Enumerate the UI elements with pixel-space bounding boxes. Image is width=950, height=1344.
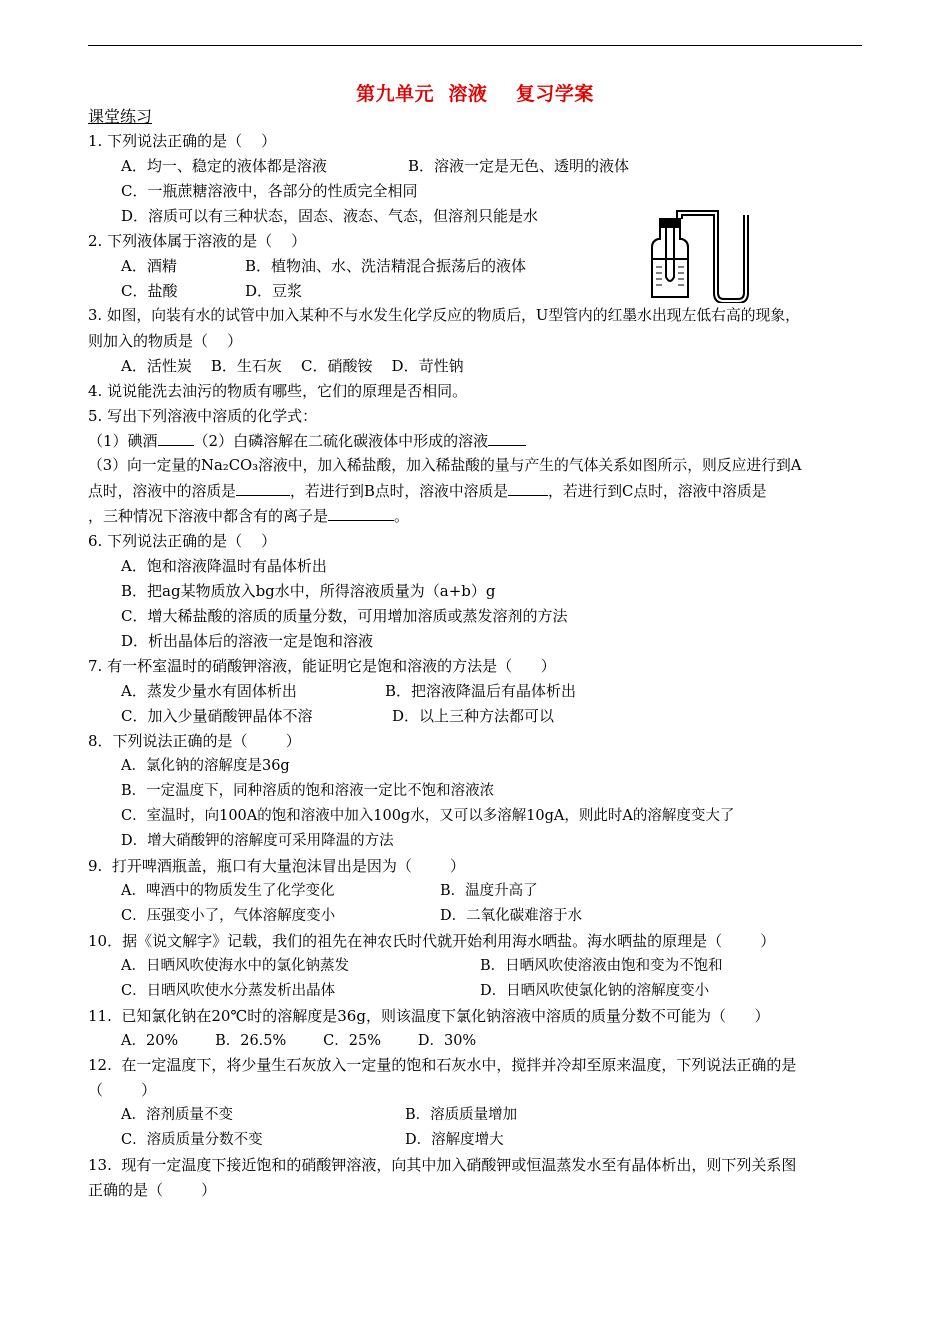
question-12-option-a: A．溶剂质量不变	[121, 1107, 233, 1123]
question-12-stem-line-1: 12. 在一定温度下，将少量生石灰放入一定量的饱和石灰水中，搅拌并冷却至原来温度，下列说法正确的是	[88, 1056, 797, 1074]
question-1-option-a: A．均一、稳定的液体都是溶液	[121, 157, 327, 175]
question-11-stem: 11. 已知氯化钠在20℃时的溶解度是36g，则该温度下氯化钠溶液中溶质的质量分数不可能为（ ）	[88, 1007, 770, 1025]
question-5-part-3-line-2	[88, 481, 767, 502]
question-10-stem: 10．据《说文解字》记载，我们的祖先在神农氏时代就开始利用海水晒盐。海水晒盐的原理是（ ）	[88, 932, 776, 950]
section-heading: 课堂练习	[88, 107, 153, 126]
question-5-text: ，若进行到C点时，溶液中溶质是	[548, 483, 767, 500]
question-8-option-b: B．一定温度下，同种溶质的饱和溶液一定比不饱和溶液浓	[121, 783, 495, 799]
page-title: 第九单元 溶液 复习学案	[356, 83, 594, 105]
question-5-text: 点时，溶液中的溶质是	[88, 483, 236, 500]
question-6-option-a: A．饱和溶液降温时有晶体析出	[121, 557, 327, 575]
question-3-stem-line-2: 则加入的物质是（ ）	[88, 332, 243, 350]
question-13-stem-line-1: 13. 现有一定温度下接近饱和的硝酸钾溶液，向其中加入硝酸钾或恒温蒸发水至有晶体析出，则下列关系图	[88, 1156, 797, 1174]
question-5-part-3-text: （3）向一定量的	[88, 457, 201, 474]
question-5-part-3-text: 溶液中，加入稀盐酸，加入稀盐酸的量与产生的气体关系如图所示，则反应进行到A	[258, 457, 802, 474]
question-5-part-1: （1）碘酒	[88, 432, 158, 450]
question-6-option-c: C．增大稀盐酸的溶质的质量分数，可用增加溶质或蒸发溶剂的方法	[121, 607, 568, 625]
question-5-part-3-line-3	[88, 506, 409, 526]
question-5-text: 。	[394, 507, 410, 525]
question-2-stem: 2. 下列液体属于溶液的是（ ）	[88, 232, 307, 250]
answer-blank	[236, 481, 290, 496]
question-1-option-d: D．溶质可以有三种状态，固态、液态、气态，但溶剂只能是水	[121, 207, 539, 225]
question-2-option-d: D．豆浆	[245, 282, 303, 300]
question-12-option-b: B．溶质质量增加	[405, 1107, 518, 1123]
question-5-stem: 5. 写出下列溶液中溶质的化学式：	[88, 407, 318, 425]
question-6-option-b: B．把ag某物质放入bg水中，所得溶液质量为（a+b）g	[121, 582, 496, 600]
question-9-option-b: B．温度升高了	[440, 883, 538, 899]
question-10-option-a: A．日晒风吹使海水中的氯化钠蒸发	[121, 958, 349, 974]
question-5-part-2: （2）白磷溶解在二硫化碳液体中形成的溶液	[193, 432, 489, 450]
question-7-option-d: D．以上三种方法都可以	[392, 707, 555, 725]
question-2-option-c: C．盐酸	[121, 282, 178, 300]
question-3-stem-line-1: 3. 如图，向装有水的试管中加入某种不与水发生化学反应的物质后，U型管内的红墨水出现左低右高的现象，	[88, 307, 800, 324]
answer-blank	[328, 506, 394, 521]
u-tube-apparatus-figure	[644, 205, 750, 303]
question-13-stem-line-2: 正确的是（ ）	[88, 1181, 217, 1199]
question-4-stem: 4. 说说能洗去油污的物质有哪些，它们的原理是否相同。	[88, 382, 468, 400]
chemical-formula: Na₂CO₃	[201, 457, 259, 474]
question-11-options: A．20% B．26.5% C．25% D．30%	[121, 1033, 477, 1049]
question-9-option-d: D．二氧化碳难溶于水	[440, 908, 583, 924]
question-2-option-a: A．酒精	[121, 257, 177, 275]
question-10-option-d: D．日晒风吹使氯化钠的溶解度变小	[480, 983, 710, 999]
question-5-text: ，三种情况下溶液中都含有的离子是	[88, 507, 329, 525]
question-2-option-b: B．植物油、水、洗洁精混合振荡后的液体	[245, 257, 527, 275]
question-6-option-d: D．析出晶体后的溶液一定是饱和溶液	[121, 632, 374, 650]
question-1-option-b: B．溶液一定是无色、透明的液体	[408, 157, 630, 175]
question-12-stem-line-2: （ ）	[88, 1081, 157, 1099]
question-6-stem: 6. 下列说法正确的是（ ）	[88, 532, 277, 550]
answer-blank	[158, 431, 194, 446]
question-12-option-d: D．溶解度增大	[405, 1132, 504, 1148]
question-3-options: A．活性炭 B．生石灰 C．硝酸铵 D．苛性钠	[121, 357, 464, 375]
question-7-stem: 7. 有一杯室温时的硝酸钾溶液，能证明它是饱和溶液的方法是（ ）	[88, 657, 556, 675]
question-9-option-c: C．压强变小了，气体溶解度变小	[121, 908, 336, 924]
question-5-part-1-2	[88, 431, 526, 451]
answer-blank	[488, 431, 526, 446]
answer-blank	[508, 481, 548, 496]
header-rule	[88, 45, 862, 46]
question-5-text: ，若进行到B点时，溶液中溶质是	[289, 483, 509, 500]
question-9-option-a: A．啤酒中的物质发生了化学变化	[121, 883, 335, 899]
question-1-stem: 1. 下列说法正确的是（ ）	[88, 132, 277, 150]
question-8-option-a: A．氯化钠的溶解度是36g	[121, 758, 290, 774]
question-12-option-c: C．溶质质量分数不变	[121, 1132, 263, 1148]
question-7-option-c: C．加入少量硝酸钾晶体不溶	[121, 707, 313, 725]
question-10-option-b: B．日晒风吹使溶液由饱和变为不饱和	[480, 958, 723, 974]
question-1-option-c: C．一瓶蔗糖溶液中，各部分的性质完全相同	[121, 182, 418, 200]
question-7-option-a: A．蒸发少量水有固体析出	[121, 682, 297, 700]
question-7-option-b: B．把溶液降温后有晶体析出	[385, 682, 577, 700]
question-10-option-c: C．日晒风吹使水分蒸发析出晶体	[121, 983, 336, 999]
question-8-option-d: D．增大硝酸钾的溶解度可采用降温的方法	[121, 833, 394, 849]
question-9-stem: 9. 打开啤酒瓶盖，瓶口有大量泡沫冒出是因为（ ）	[88, 857, 465, 875]
question-8-stem: 8．下列说法正确的是（ ）	[88, 732, 301, 750]
question-8-option-c: C．室温时，向100A的饱和溶液中加入100g水，又可以多溶解10gA，则此时A的溶解度变大了	[121, 808, 735, 824]
question-5-part-3-line-1	[88, 456, 801, 476]
